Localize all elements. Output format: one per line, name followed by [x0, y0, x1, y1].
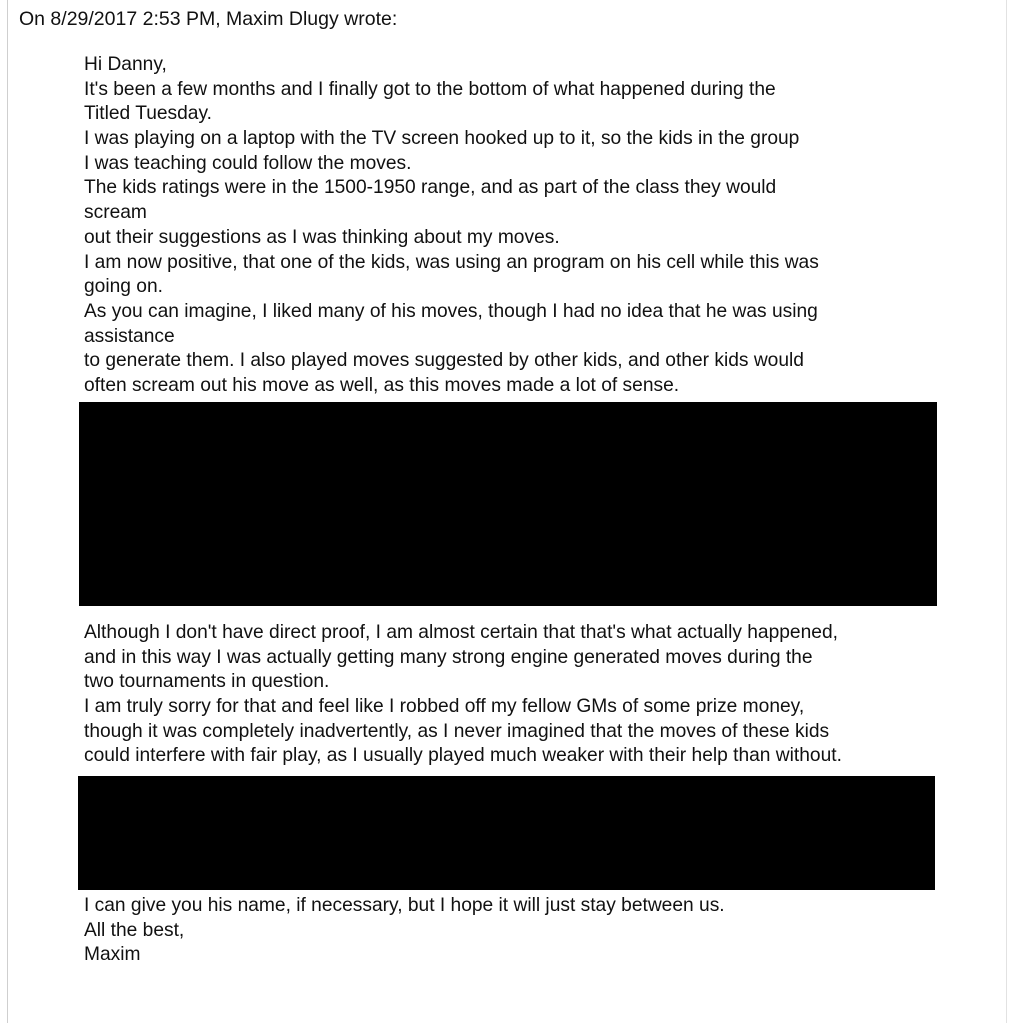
text-line: Although I don't have direct proof, I am almost certain that that's what actually happened, — [84, 622, 838, 643]
text-line: scream — [84, 202, 147, 224]
text-line: going on. — [84, 276, 163, 298]
text-line: often scream out his move as well, as this moves made a lot of sense. — [84, 374, 680, 396]
email-paragraph-2 — [84, 621, 842, 769]
email-paragraph-1 — [84, 53, 819, 399]
text-line: I was playing on a laptop with the TV screen hooked up to it, so the kids in the group — [84, 128, 800, 150]
text-line: assistance — [84, 325, 175, 347]
text-line: and in this way I was actually getting many strong engine generated moves during the — [84, 646, 813, 668]
text-line: could interfere with fair play, as I usually played much weaker with their help than without. — [84, 745, 842, 767]
text-line: It's been a few months and I finally got to the bottom of what happened during the — [84, 78, 776, 100]
text-line: to generate them. I also played moves suggested by other kids, and other kids would — [84, 350, 804, 372]
signature-name: Maxim — [84, 944, 141, 966]
page-edge — [1006, 0, 1007, 1023]
text-line: out their suggestions as I was thinking about my moves. — [84, 226, 560, 248]
text-line: I am truly sorry for that and feel like I robbed off my fellow GMs of some prize money, — [84, 696, 805, 718]
redaction-block — [78, 776, 935, 890]
quote-border — [7, 0, 8, 1023]
email-paragraph-3 — [84, 894, 725, 968]
text-line: two tournaments in question. — [84, 671, 330, 693]
text-line: though it was completely inadvertently, as I never imagined that the moves of these kids — [84, 720, 830, 742]
text-line: I can give you his name, if necessary, but I hope it will just stay between us. — [84, 895, 725, 916]
quote-header: On 8/29/2017 2:53 PM, Maxim Dlugy wrote: — [19, 8, 398, 30]
text-line: As you can imagine, I liked many of his moves, though I had no idea that he was using — [84, 300, 818, 322]
text-line: The kids ratings were in the 1500-1950 range, and as part of the class they would — [84, 177, 777, 199]
text-line: Titled Tuesday. — [84, 103, 212, 125]
text-line: Hi Danny, — [84, 54, 167, 75]
redaction-block — [79, 402, 937, 606]
text-line: I am now positive, that one of the kids, was using an program on his cell while this was — [84, 251, 819, 273]
text-line: I was teaching could follow the moves. — [84, 152, 412, 174]
text-line: All the best, — [84, 919, 185, 941]
